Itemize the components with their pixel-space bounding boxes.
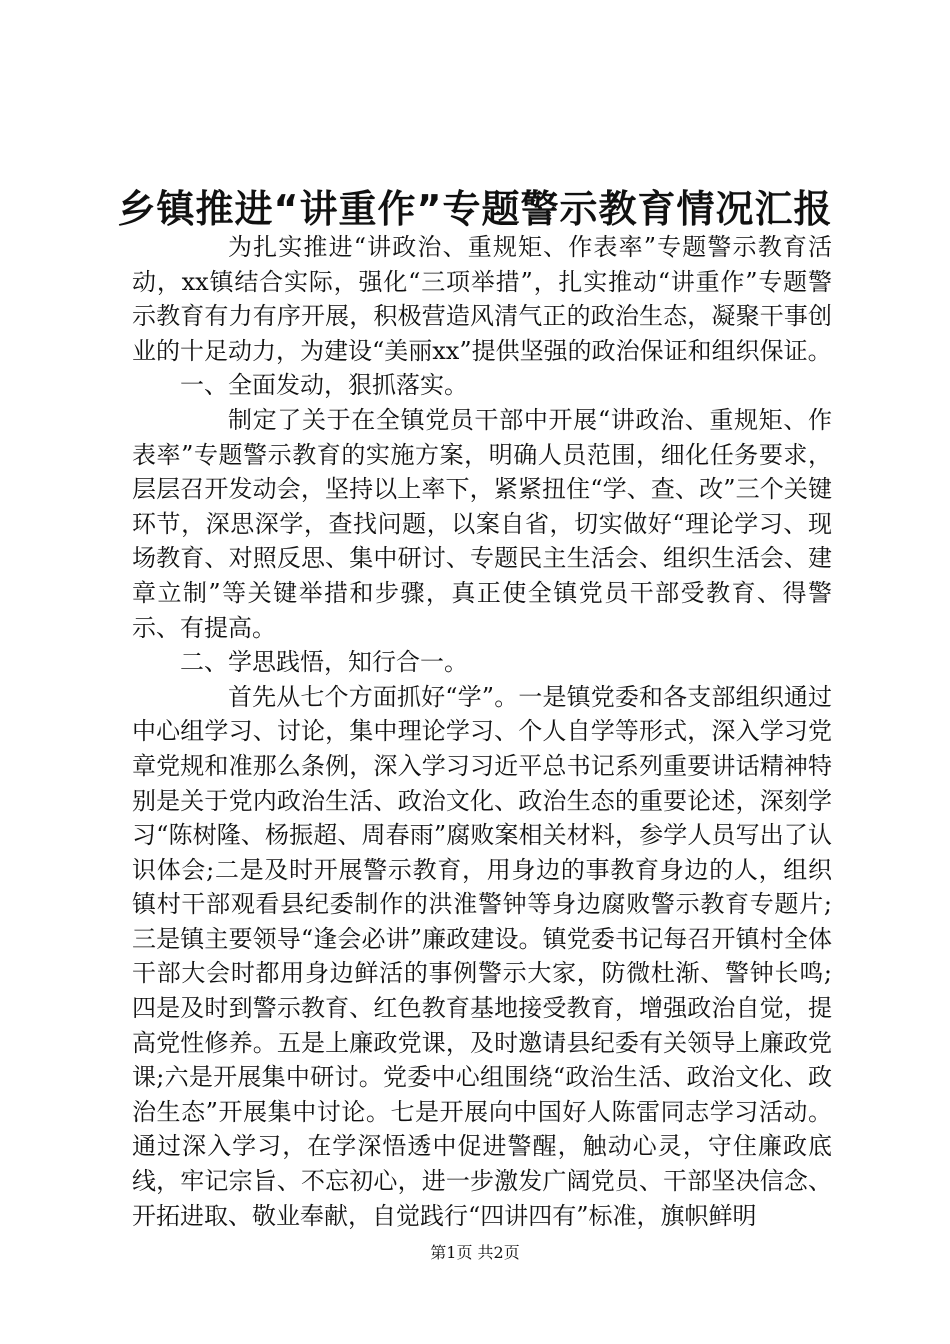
section-2-paragraph: 首先从七个方面抓好“学”。一是镇党委和各支部组织通过中心组学习、讨论，集中理论学习、个人自学等形式，深入学习党章党规和准那么条例，深入学习习近平总书记系列重要讲话精神特别是关于党内政治生活、政治文化、政治生态的重要论述，深刻学习“陈树隆、杨振超、周春雨”腐败案相关材料，参学人员写出了认识体会;二是及时开展警示教育，用身边的事教育身边的人，组织镇村干部观看县纪委制作的洪淮警钟等身边腐败警示教育专题片;三是镇主要领导“逢会必讲”廉政建设。镇党委书记每召开镇村全体干部大会时都用身边鲜活的事例警示大家，防微杜渐、警钟长鸣;四是及时到警示教育、红色教育基地接受教育，增强政治自觉，提高党性修养。五是上廉政党课，及时邀请县纪委有关领导上廉政党课;六是开展集中研讨。党委中心组围绕“政治生活、政治文化、政治生态”开展集中讨论。七是开展向中国好人陈雷同志学习活动。通过深入学习，在学深悟透中促进警醒，触动心灵，守住廉政底线，牢记宗旨、不忘初心，进一步激发广阔党员、干部坚决信念、开拓进取、敬业奉献，自觉践行“四讲四有”标准，旗帜鲜明 (132, 682, 832, 1230)
document-body (132, 230, 832, 1233)
section-2-heading: 二、学思践悟，知行合一。 (180, 648, 468, 677)
section-1-heading: 一、全面发动，狠抓落实。 (180, 371, 468, 400)
intro-paragraph: 为扎实推进“讲政治、重规矩、作表率”专题警示教育活动，xx镇结合实际，强化“三项举措”，扎实推动“讲重作”专题警示教育有力有序开展，积极营造风清气正的政治生态，凝聚干事创业的十足动力，为建设“美丽xx”提供坚强的政治保证和组织保证。 (132, 233, 832, 365)
section-1-paragraph: 制定了关于在全镇党员干部中开展“讲政治、重规矩、作表率”专题警示教育的实施方案，明确人员范围，细化任务要求，层层召开发动会，坚持以上率下，紧紧扭住“学、查、改”三个关键环节，深思深学，查找问题，以案自省，切实做好“理论学习、现场教育、对照反思、集中研讨、专题民主生活会、组织生活会、建章立制”等关键举措和步骤，真正使全镇党员干部受教育、得警示、有提高。 (132, 405, 832, 642)
document-title: 乡镇推进“讲重作”专题警示教育情况汇报 (117, 187, 833, 231)
page-number-footer: 第1页 共2页 (430, 1243, 520, 1262)
